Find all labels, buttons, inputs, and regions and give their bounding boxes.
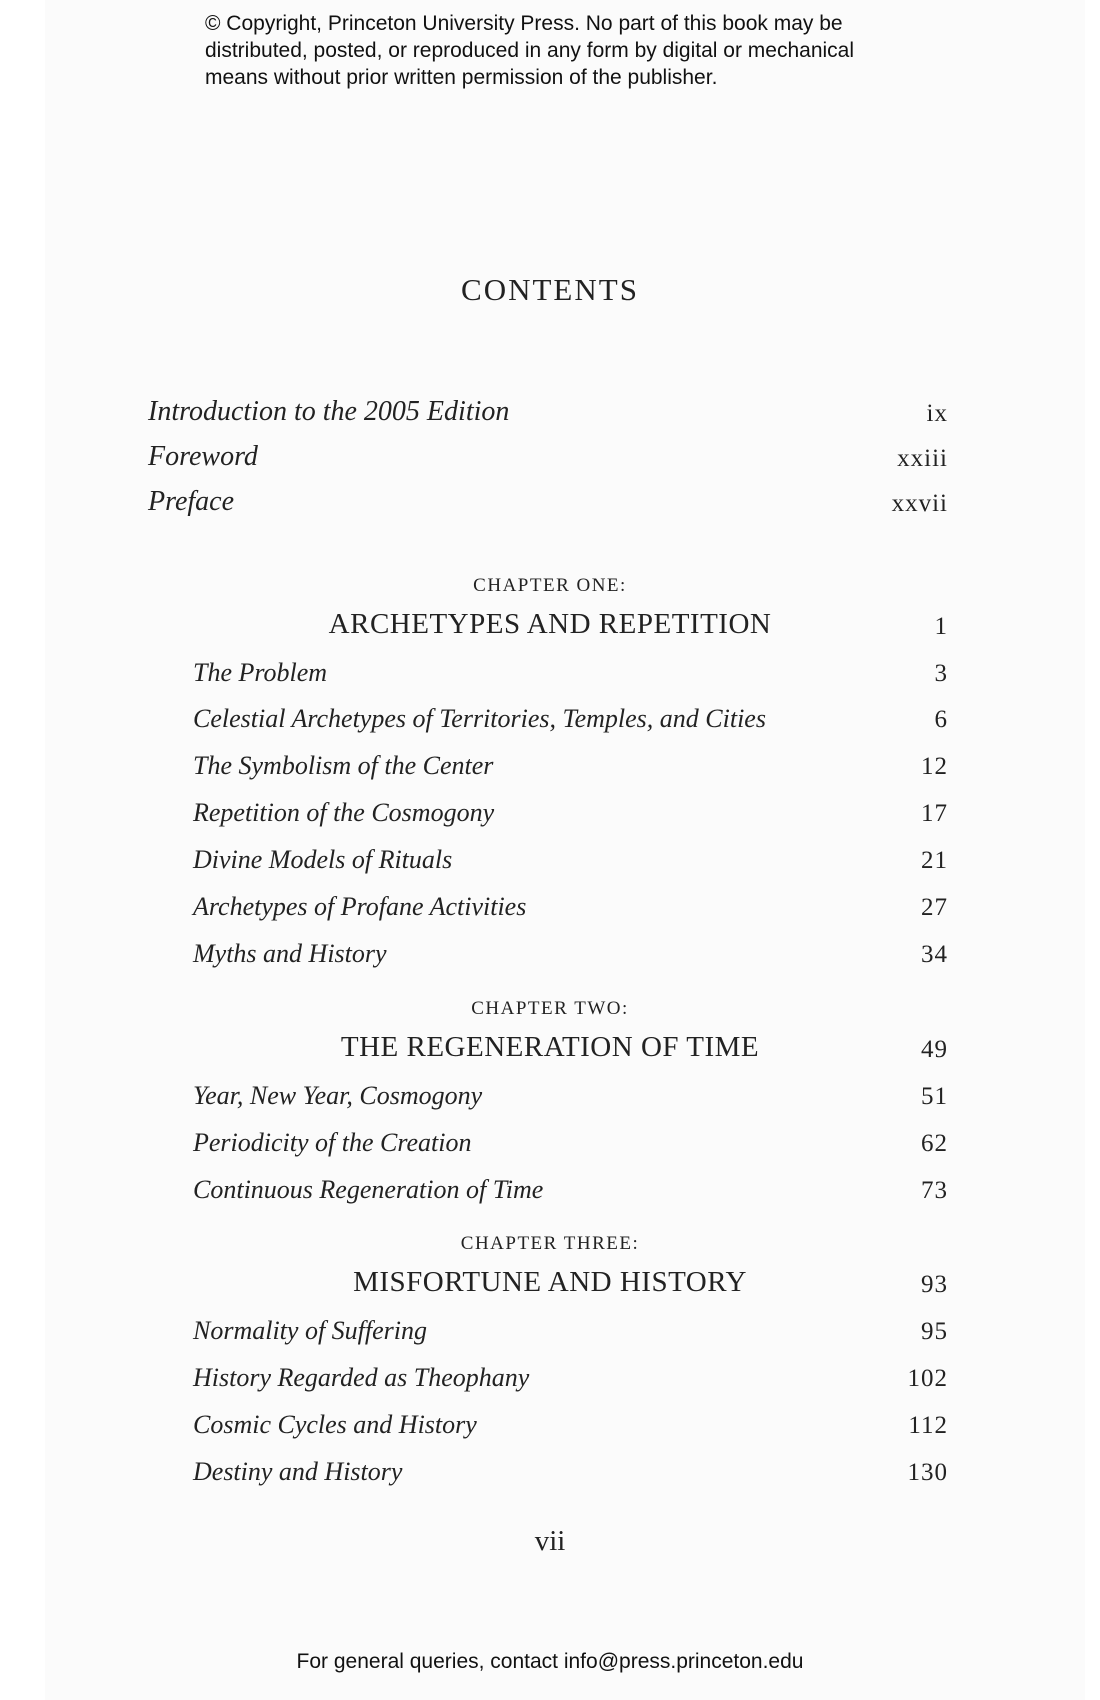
copyright-line: means without prior written permission of the publisher. <box>205 66 718 89</box>
toc-entry-page: 112 <box>908 1412 948 1439</box>
toc-entry-label: Foreword <box>148 441 258 472</box>
toc-entry-page: 62 <box>921 1130 948 1157</box>
copyright-line: © Copyright, Princeton University Press. No part of this book may be <box>205 12 843 35</box>
toc-section <box>0 886 1100 926</box>
toc-entry-page: 3 <box>934 660 948 687</box>
toc-entry-foreword <box>0 437 1100 477</box>
toc-section-label: Divine Models of Rituals <box>193 845 453 874</box>
toc-section <box>0 745 1100 785</box>
toc-entry-label: Preface <box>148 486 235 517</box>
toc-section-label: Archetypes of Profane Activities <box>193 892 527 921</box>
toc-section-label: History Regarded as Theophany <box>193 1363 530 1392</box>
toc-entry-page: 27 <box>921 894 948 921</box>
toc-entry-page: 6 <box>934 706 948 733</box>
toc-entry-page: 49 <box>921 1036 948 1063</box>
toc-section-label: Destiny and History <box>193 1457 403 1486</box>
toc-section-label: Myths and History <box>193 939 387 968</box>
toc-entry-introduction <box>0 392 1100 432</box>
page-number: vii <box>534 1525 566 1557</box>
copyright-notice <box>205 10 925 91</box>
chapter-one-heading <box>0 605 1100 645</box>
copyright-line: distributed, posted, or reproduced in any form by digital or mechanical <box>205 39 855 62</box>
toc-section <box>0 1169 1100 1209</box>
toc-entry-label: Introduction to the 2005 Edition <box>148 396 510 427</box>
toc-entry-page: 21 <box>921 847 948 874</box>
toc-entry-page: 34 <box>921 941 948 968</box>
toc-entry-page: 73 <box>921 1177 948 1204</box>
toc-section-label: The Problem <box>193 658 328 687</box>
page-title: CONTENTS <box>461 272 639 307</box>
toc-section-label: Periodicity of the Creation <box>193 1128 472 1157</box>
toc-section-label: Continuous Regeneration of Time <box>193 1175 544 1204</box>
toc-entry-page: 93 <box>921 1271 948 1298</box>
toc-entry-page: 95 <box>921 1318 948 1345</box>
toc-section <box>0 792 1100 832</box>
chapter-title: THE REGENERATION OF TIME <box>340 1031 760 1063</box>
toc-entry-page: 17 <box>921 800 948 827</box>
toc-section-label: Repetition of the Cosmogony <box>193 798 495 827</box>
toc-section-label: Celestial Archetypes of Territories, Temples, and Cities <box>193 704 766 733</box>
toc-entry-page: 12 <box>921 753 948 780</box>
toc-section-label: The Symbolism of the Center <box>193 751 494 780</box>
toc-entry-page: 51 <box>921 1083 948 1110</box>
toc-section <box>0 698 1100 738</box>
toc-entry-page: xxvii <box>891 490 948 517</box>
chapter-three-heading <box>0 1263 1100 1303</box>
toc-section <box>0 1357 1100 1397</box>
toc-section <box>0 1451 1100 1491</box>
toc-section <box>0 1404 1100 1444</box>
chapter-title: ARCHETYPES AND REPETITION <box>328 608 772 640</box>
toc-section-label: Cosmic Cycles and History <box>193 1410 477 1439</box>
chapter-two-label: CHAPTER TWO: <box>471 998 629 1019</box>
toc-section <box>0 1122 1100 1162</box>
toc-entry-preface <box>0 482 1100 522</box>
toc-section <box>0 1310 1100 1350</box>
footer-contact: For general queries, contact info@press.princeton.edu <box>296 1650 804 1673</box>
toc-entry-page: 102 <box>907 1365 948 1392</box>
toc-section-label: Year, New Year, Cosmogony <box>193 1081 483 1110</box>
toc-entry-page: ix <box>926 400 948 427</box>
chapter-two-heading <box>0 1028 1100 1068</box>
toc-entry-page: xxiii <box>897 445 948 472</box>
toc-entry-page: 130 <box>907 1459 948 1486</box>
toc-section <box>0 839 1100 879</box>
toc-section <box>0 933 1100 973</box>
chapter-title: MISFORTUNE AND HISTORY <box>353 1266 747 1298</box>
toc-section-label: Normality of Suffering <box>193 1316 427 1345</box>
toc-section <box>0 652 1100 692</box>
chapter-one-label: CHAPTER ONE: <box>473 575 627 596</box>
toc-section <box>0 1075 1100 1115</box>
chapter-three-label: CHAPTER THREE: <box>460 1233 640 1254</box>
toc-entry-page: 1 <box>934 613 948 640</box>
